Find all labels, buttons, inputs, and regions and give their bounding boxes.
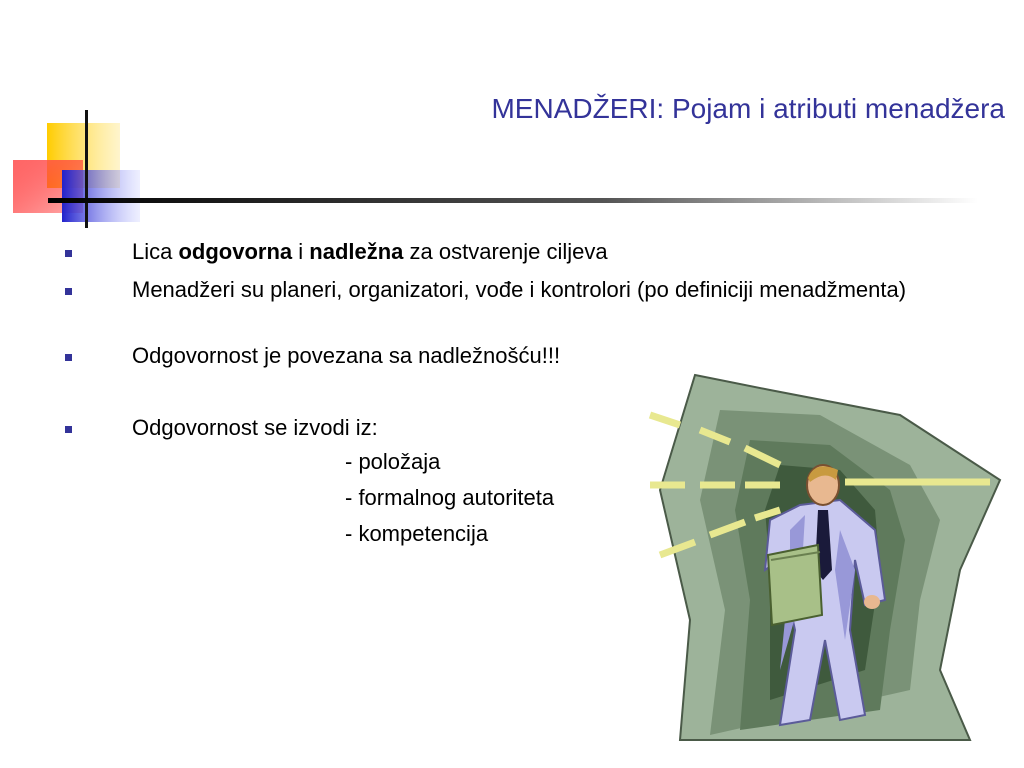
sub-item: - formalnog autoriteta: [345, 485, 555, 510]
blue-square: [62, 170, 140, 222]
businessman-with-book-icon: [640, 370, 1020, 745]
list-item: Lica odgovorna i nadležna za ostvarenje ciljeva: [62, 237, 952, 267]
horizontal-rule: [48, 198, 978, 203]
sub-item: - položaja: [345, 449, 441, 474]
square-bullet-icon: [65, 288, 72, 295]
page-title: MENADŽERI: Pojam i atributi menadžera: [491, 93, 1005, 124]
square-bullet-icon: [65, 426, 72, 433]
list-item: Odgovornost je povezana sa nadležnošću!!!: [62, 341, 952, 371]
list-item: Odgovornost se izvodi iz: - položaja - formalnog autoriteta - kompetencija: [62, 413, 952, 553]
list-item: Menadžeri su planeri, organizatori, vođe i kontrolori (po definiciji menadžmenta): [62, 275, 952, 305]
square-bullet-icon: [65, 354, 72, 361]
sub-item: - kompetencija: [345, 521, 489, 546]
vertical-rule: [85, 110, 88, 228]
square-bullet-icon: [65, 250, 72, 257]
